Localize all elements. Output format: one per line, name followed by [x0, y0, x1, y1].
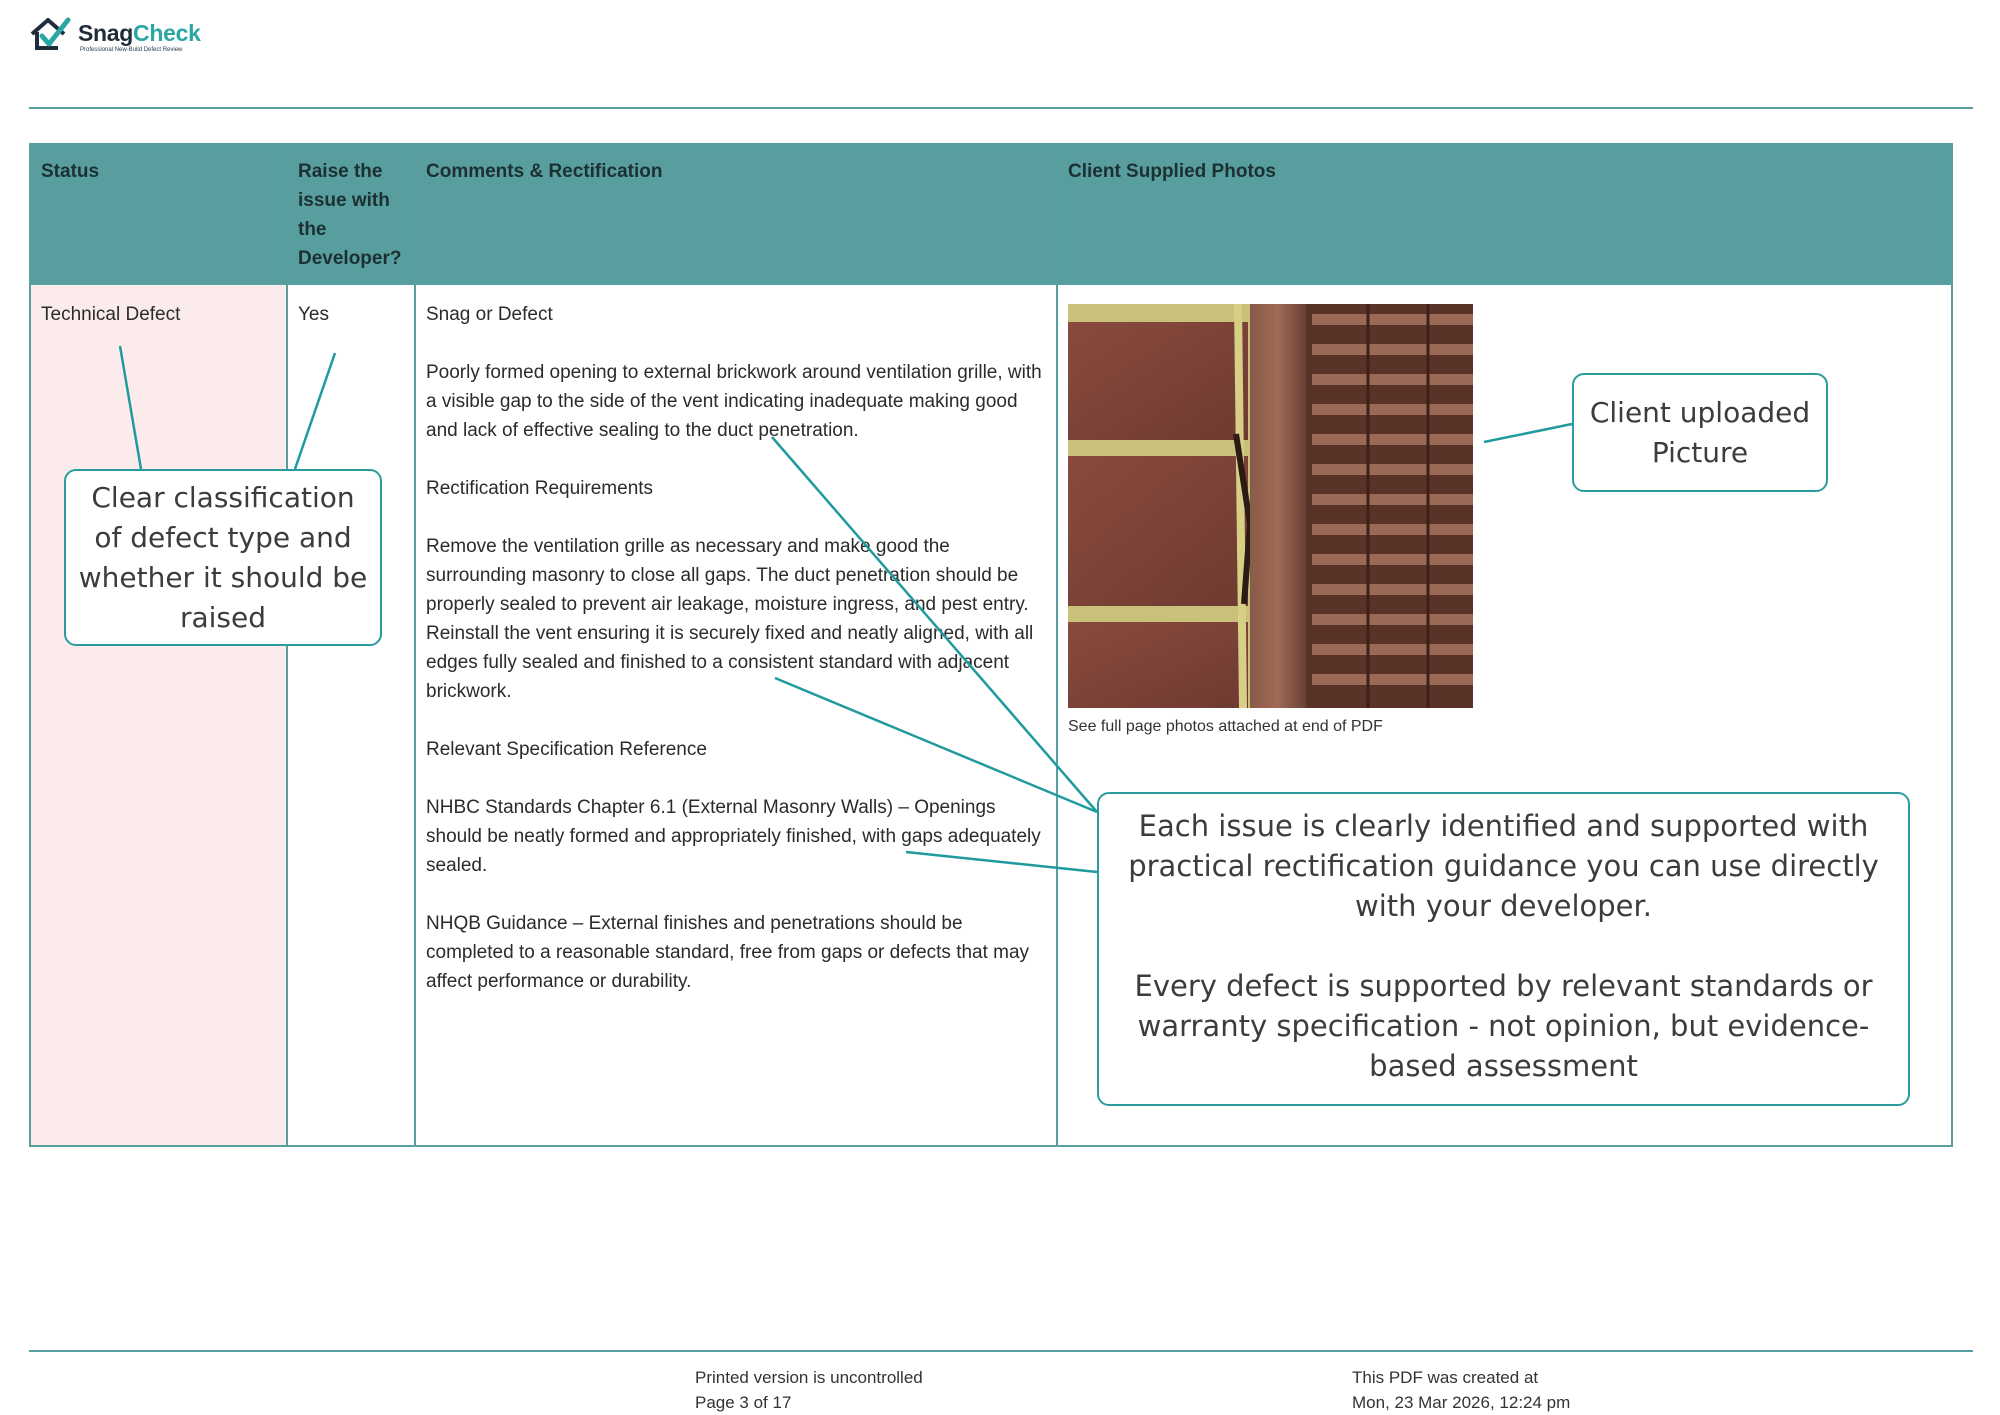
footer-printed-note: Printed version is uncontrolled — [695, 1368, 923, 1387]
photo-caption: See full page photos attached at end of PDF — [1068, 718, 1383, 735]
spec-title: Relevant Specification Reference — [426, 739, 707, 760]
connector-status — [120, 346, 141, 469]
snag-description: Poorly formed opening to external brickwork around ventilation grille, with a visible gap to the side of the vent indicating inadequate making good and lack of effective sealing to the duct penetration. — [426, 362, 1042, 441]
spec-nhbc: NHBC Standards Chapter 6.1 (External Masonry Walls) – Openings should be neatly formed and appropriately finished, with gaps adequately sealed. — [426, 797, 1041, 876]
callout-client-photo: Client uploaded Picture — [1572, 373, 1828, 492]
created-label: This PDF was created at — [1352, 1368, 1539, 1387]
footer-center — [695, 1365, 923, 1415]
connector-spec — [906, 852, 1097, 872]
raise-value: Yes — [287, 284, 415, 1146]
connector-raise — [295, 353, 335, 469]
created-timestamp: Mon, 23 Mar 2026, 12:24 pm — [1352, 1393, 1571, 1412]
spec-nhqb: NHQB Guidance – External finishes and penetrations should be completed to a reasonable standard, free from gaps or defects that may affect performance or durability. — [426, 913, 1030, 992]
footer-right — [1352, 1365, 1570, 1415]
callout-guidance — [1097, 792, 1910, 1106]
header-raise-issue: Raise the issue with the Developer? — [287, 144, 415, 284]
connector-rectification — [775, 678, 1097, 812]
callout-guidance-text-1: Each issue is clearly identified and supported with practical rectification guidance you can use directly with your developer. — [1128, 809, 1879, 923]
brand-tagline: Professional New-Build Defect Review — [80, 47, 183, 53]
connector-photo — [1484, 424, 1572, 442]
status-value: Technical Defect — [30, 284, 287, 1146]
brand-name: SnagCheck — [78, 20, 201, 46]
callout-classification: Clear classification of defect type and whether it should be raised — [64, 469, 382, 646]
rectification-text: Remove the ventilation grille as necessary and make good the surrounding masonry to close all gaps. The duct penetration should be properly sealed to prevent air leakage, moisture ingress, and pest entry. Reinstall the vent ensuring it is securely fixed and neatly aligned, with all edges fully sealed and finished to a consistent standard with adjacent brickwork. — [426, 536, 1034, 702]
snag-title: Snag or Defect — [426, 304, 553, 325]
footer-divider — [29, 1350, 1973, 1352]
page-number: Page 3 of 17 — [695, 1393, 792, 1412]
header-comments: Comments & Rectification — [415, 144, 1057, 284]
rectification-title: Rectification Requirements — [426, 478, 654, 499]
connector-description — [772, 437, 1097, 812]
header-status: Status — [30, 144, 287, 284]
callout-guidance-text-2: Every defect is supported by relevant standards or warranty specification - not opinion, but evidence-based assessment — [1134, 969, 1873, 1083]
header-photos: Client Supplied Photos — [1057, 144, 1952, 284]
